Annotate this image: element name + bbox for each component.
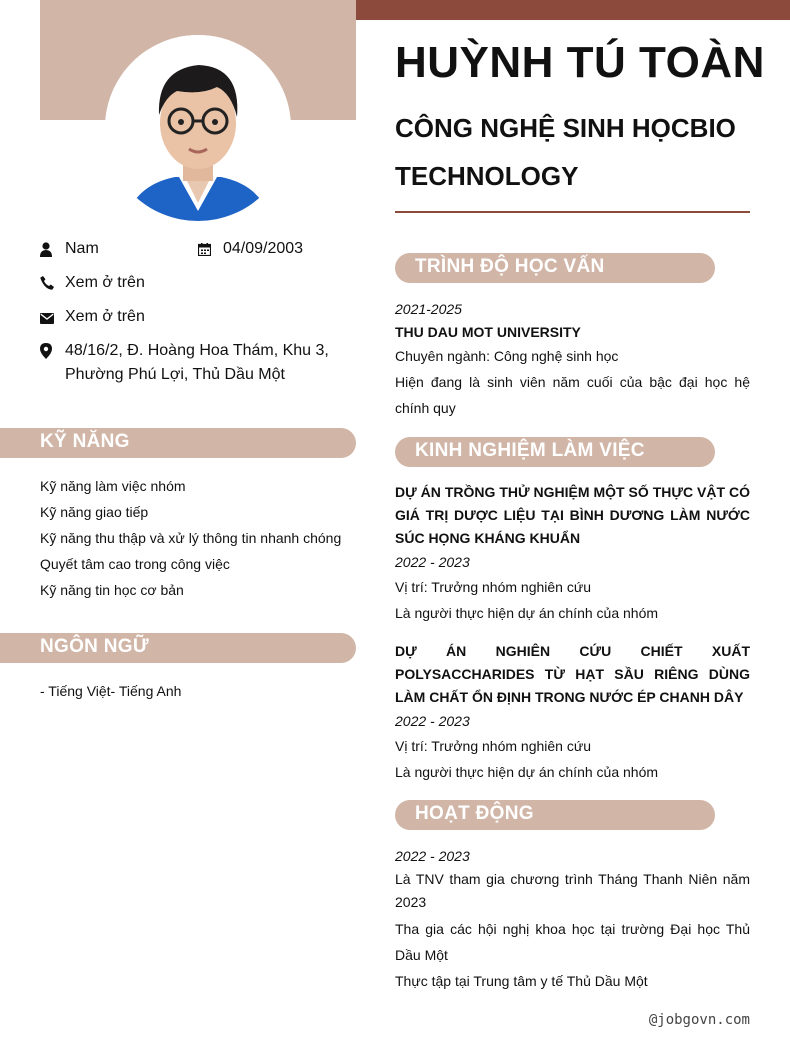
activity-item: Tha gia các hội nghị khoa học tại trường Đại học Thủ Dầu Một <box>395 921 750 963</box>
candidate-name: HUỲNH TÚ TOÀN <box>395 38 765 87</box>
calendar-icon <box>198 237 223 261</box>
avatar <box>105 35 291 221</box>
title-divider <box>395 211 750 213</box>
experience-heading: KINH NGHIỆM LÀM VIỆC <box>395 437 715 467</box>
languages-heading: NGÔN NGỮ <box>0 633 356 663</box>
mail-icon <box>40 305 65 329</box>
address-value: 48/16/2, Đ. Hoàng Hoa Thám, Khu 3, Phường Phú Lợi, Thủ Dầu Một <box>65 342 329 383</box>
experience-description: Là người thực hiện dự án chính của nhóm <box>395 764 659 780</box>
skills-list <box>40 473 350 603</box>
job-title: CÔNG NGHỆ SINH HỌCBIOTECHNOLOGY <box>395 113 736 191</box>
email-value: Xem ở trên <box>65 308 145 325</box>
birthdate-value: 04/09/2003 <box>223 240 304 257</box>
avatar-portrait <box>105 35 291 221</box>
location-icon <box>40 339 65 363</box>
experience-position: Vị trí: Trưởng nhóm nghiên cứu <box>395 738 592 754</box>
gender-row <box>40 237 190 261</box>
experience-project: DỰ ÁN TRỒNG THỬ NGHIỆM MỘT SỐ THỰC VẬT CÓ GIÁ TRỊ DƯỢC LIỆU TẠI BÌNH DƯƠNG LÀM NƯỚC SÚC HỌNG KHÁNG KHUẨN <box>395 484 750 546</box>
email-row <box>40 305 350 329</box>
birthdate-row <box>198 237 358 261</box>
activity-item: Thực tập tại Trung tâm y tế Thủ Dầu Một <box>395 973 648 989</box>
phone-icon <box>40 271 65 295</box>
education-period: 2021-2025 <box>395 301 462 317</box>
skills-heading: KỸ NĂNG <box>0 428 356 458</box>
skill-item: Kỹ năng làm việc nhóm <box>40 478 186 494</box>
experience-period: 2022 - 2023 <box>395 713 470 729</box>
experience-position: Vị trí: Trưởng nhóm nghiên cứu <box>395 579 592 595</box>
skill-item: Quyết tâm cao trong công việc <box>40 556 230 572</box>
user-icon <box>40 237 65 261</box>
top-accent-bar <box>356 0 790 20</box>
activities-heading: HOẠT ĐỘNG <box>395 800 715 830</box>
activities-entry <box>395 844 750 994</box>
skill-item: Kỹ năng giao tiếp <box>40 504 149 520</box>
education-heading: TRÌNH ĐỘ HỌC VẤN <box>395 253 715 283</box>
experience-project: DỰ ÁN NGHIÊN CỨU CHIẾT XUẤT POLYSACCHARIDES TỪ HẠT SẦU RIÊNG DÙNG LÀM CHẤT ỔN ĐỊNH TRONG NƯỚC ÉP CHANH DÂY <box>395 643 750 705</box>
activity-item: Là TNV tham gia chương trình Tháng Thanh Niên năm 2023 <box>395 871 750 910</box>
activities-period: 2022 - 2023 <box>395 848 470 864</box>
experience-entry <box>395 640 750 785</box>
experience-period: 2022 - 2023 <box>395 554 470 570</box>
gender-value: Nam <box>65 240 99 257</box>
education-entry <box>395 297 750 421</box>
phone-row <box>40 271 350 295</box>
phone-value: Xem ở trên <box>65 274 145 291</box>
skill-item: Kỹ năng thu thập và xử lý thông tin nhanh chóng <box>40 530 342 546</box>
languages-list <box>40 678 350 704</box>
experience-description: Là người thực hiện dự án chính của nhóm <box>395 605 659 621</box>
watermark: @jobgovn.com <box>648 1012 750 1028</box>
education-school: THU DAU MOT UNIVERSITY <box>395 324 581 340</box>
language-item: - Tiếng Việt- Tiếng Anh <box>40 683 182 699</box>
address-row <box>40 339 340 387</box>
skill-item: Kỹ năng tin học cơ bản <box>40 582 184 598</box>
experience-entry <box>395 481 750 626</box>
education-major: Chuyên ngành: Công nghệ sinh học <box>395 348 619 364</box>
education-note: Hiện đang là sinh viên năm cuối của bậc đại học hệ chính quy <box>395 374 750 416</box>
